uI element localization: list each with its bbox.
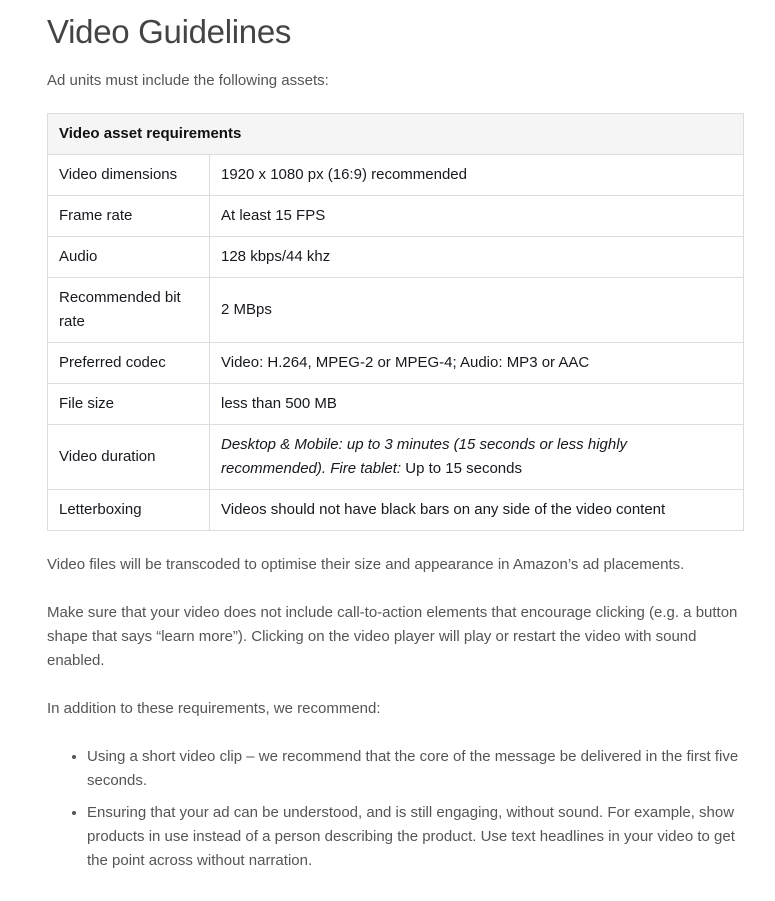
- table-header: Video asset requirements: [48, 114, 744, 155]
- row-label: Recommended bit rate: [48, 278, 210, 343]
- table-row: [48, 384, 744, 425]
- row-label: Frame rate: [48, 196, 210, 237]
- row-label: File size: [48, 384, 210, 425]
- row-value-segment: less than 500 MB: [221, 395, 337, 412]
- list-item-short-clip: • Using a short video clip – we recommend that the core of the message be delivered in the first five seconds.: [87, 745, 744, 793]
- table-row: [48, 237, 744, 278]
- row-value: [210, 343, 744, 384]
- row-label: Video dimensions: [48, 155, 210, 196]
- table-row: [48, 196, 744, 237]
- row-value-segment: Video: H.264, MPEG-2 or MPEG-4; Audio: MP3 or AAC: [221, 354, 590, 371]
- row-label: Video duration: [48, 425, 210, 490]
- paragraph-transcoding: Video files will be transcoded to optimise their size and appearance in Amazon’s ad placements.: [47, 556, 685, 573]
- intro-text: Ad units must include the following assets:: [47, 72, 329, 89]
- row-value-segment: 2 MBps: [221, 301, 272, 318]
- paragraph-recommendations-intro: In addition to these requirements, we recommend:: [47, 700, 381, 717]
- row-label: Audio: [48, 237, 210, 278]
- row-value: [210, 384, 744, 425]
- row-value: [210, 196, 744, 237]
- row-value: [210, 490, 744, 531]
- table-row: [48, 490, 744, 531]
- row-value-segment: Videos should not have black bars on any side of the video content: [221, 501, 666, 518]
- row-value-segment: 128 kbps/44 khz: [221, 248, 331, 265]
- table-row: [48, 278, 744, 343]
- page-title: Video Guidelines: [47, 13, 292, 50]
- row-value-segment: At least 15 FPS: [221, 207, 326, 224]
- row-value: [210, 278, 744, 343]
- row-label: Letterboxing: [48, 490, 210, 531]
- row-value-segment: Up to 15 seconds: [401, 460, 522, 477]
- table-row: [48, 343, 744, 384]
- row-value: [210, 155, 744, 196]
- paragraph-call-to-action: Make sure that your video does not include call-to-action elements that encourage clicking (e.g. a button shape that says “learn more”). Clicking on the video player will play or restart the video with sound enabled.: [47, 604, 738, 669]
- table-row: [48, 425, 744, 490]
- list-item-without-sound: • Ensuring that your ad can be understood, and is still engaging, without sound. For example, show products in use instead of a person describing the product. Use text headlines in your video to get the point across without narration.: [87, 801, 744, 873]
- row-value-segment: 1920 x 1080 px (16:9) recommended: [221, 166, 467, 183]
- row-label: Preferred codec: [48, 343, 210, 384]
- recommendations-list: [47, 745, 744, 873]
- row-value: [210, 237, 744, 278]
- row-value: [210, 425, 744, 490]
- video-asset-requirements-table: [47, 113, 744, 531]
- row-value-italic-segment: Desktop & Mobile: up to 3 minutes (15 seconds or less highly recommended). Fire tablet:: [221, 436, 628, 477]
- table-row: [48, 155, 744, 196]
- table-header-row: [48, 114, 744, 155]
- table-body: [48, 155, 744, 531]
